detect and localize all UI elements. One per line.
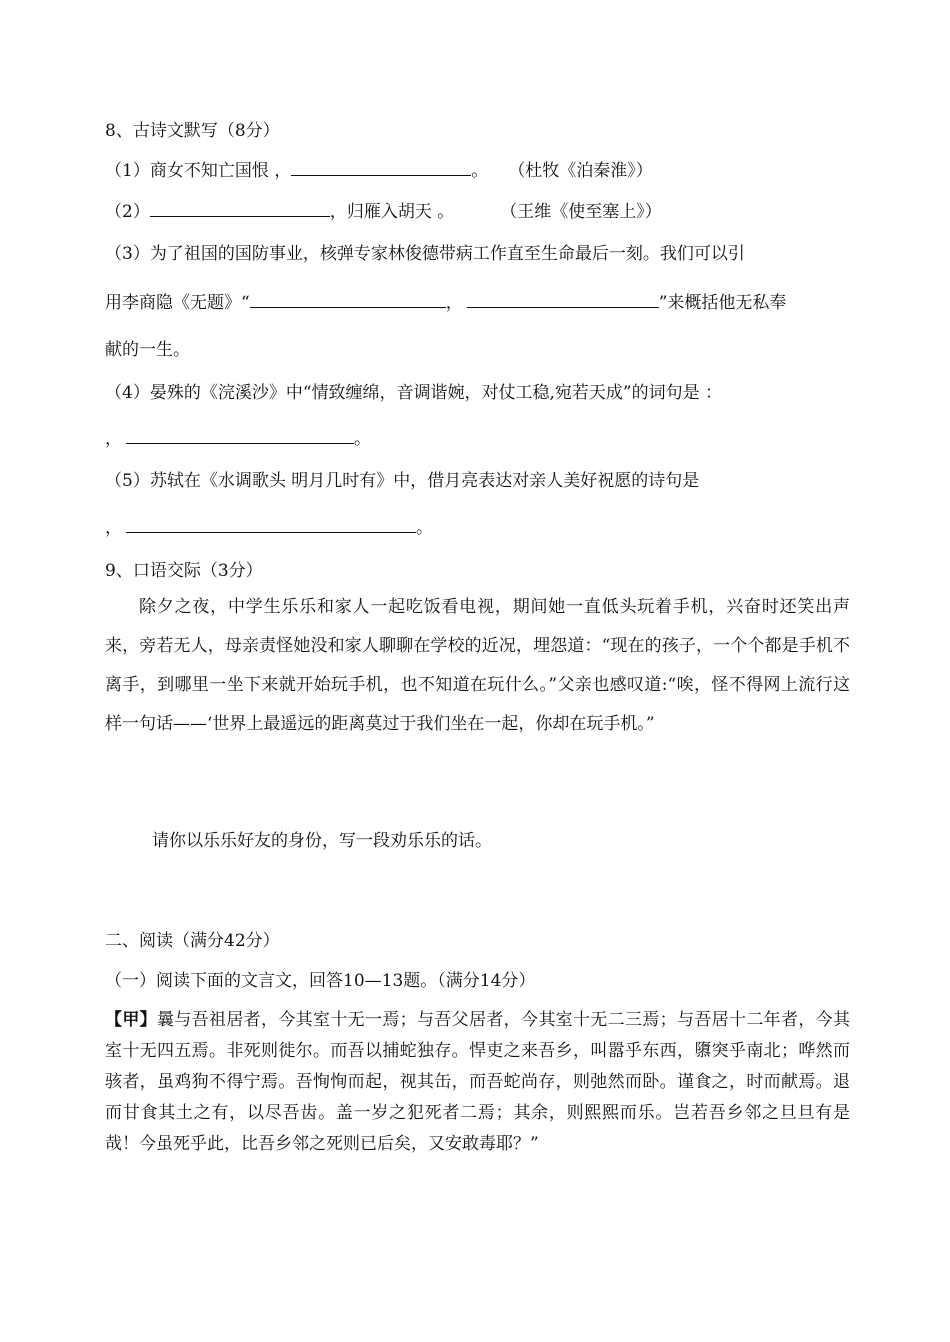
answer-blank[interactable] — [150, 198, 330, 217]
q8-item3-line2 — [105, 288, 786, 313]
q8-item4-line1: （4）晏殊的《浣溪沙》中“情致缠绵，音调谐婉，对仗工稳,宛若天成”的词句是 ： — [105, 383, 723, 403]
q8-item3-text: 用李商隐《无题》“ — [105, 293, 250, 313]
q8-item5-line2 — [105, 513, 433, 538]
q8-item5-end: 。 — [416, 518, 433, 538]
answer-blank[interactable] — [467, 289, 659, 308]
q8-item2-label: （2） — [105, 202, 150, 222]
answer-blank[interactable] — [126, 514, 416, 533]
q8-item1 — [105, 156, 653, 181]
q8-item2-text: ，归雁入胡天 。 — [329, 202, 455, 222]
section2-sub1: （一）阅读下面的文言文，回答10—13题。（满分14分） — [105, 971, 536, 991]
q8-item4-line2 — [105, 424, 371, 449]
q8-item3-line1: （3）为了祖国的国防事业，核弹专家林俊德带病工作直至生命最后一刻。我们可以引 — [105, 244, 745, 264]
q8-item4-comma: ， — [105, 429, 122, 449]
q8-item3-line3: 献的一生。 — [105, 340, 190, 360]
q9-heading: 9、口语交际（3分） — [105, 561, 263, 581]
jia-text: 曩与吾祖居者，今其室十无一焉；与吾父居者，今其室十无二三焉；与吾居十二年者，今其室十无四五焉。非死则徙尔。而吾以捕蛇独存。悍吏之来吾乡，叫嚣乎东西，隳突乎南北；哗然而骇者，虽鸡狗不得宁焉。吾恂恂而起，视其缶，而吾蛇尚存，则弛然而卧。谨食之，时而献焉。退而甘食其土之有，以尽吾齿。盖一岁之犯死者二焉；其余，则熙熙而乐。岂若吾乡邻之旦旦有是哉！今虽死乎此，比吾乡邻之死则已后矣，又安敢毒耶？” — [105, 1010, 850, 1154]
q8-heading: 8、古诗文默写（8分） — [105, 121, 280, 141]
answer-blank[interactable] — [126, 425, 354, 444]
answer-blank[interactable] — [291, 157, 471, 176]
q8-item1-source: （杜牧《泊秦淮》） — [508, 161, 653, 181]
jia-label: 【甲】 — [105, 1010, 157, 1030]
q8-item1-end: 。 — [471, 161, 489, 181]
q8-item2 — [105, 197, 662, 222]
q8-item5-comma: ， — [105, 518, 122, 538]
answer-blank[interactable] — [250, 289, 446, 308]
section2-heading: 二、阅读（满分42分） — [105, 931, 280, 951]
q9-prompt: 请你以乐乐好友的身份，写一段劝乐乐的话。 — [152, 831, 492, 851]
classical-passage-jia — [105, 1005, 850, 1160]
q8-item3-text-end: ”来概括他无私奉 — [658, 293, 787, 313]
q8-item3-comma: ， — [445, 293, 463, 313]
q8-item5-line1: （5）苏轼在《水调歌头 明月几时有》中，借月亮表达对亲人美好祝愿的诗句是 — [105, 471, 700, 491]
q8-item1-text: （1）商女不知亡国恨 ， — [105, 161, 292, 181]
q8-item4-end: 。 — [354, 429, 371, 449]
q8-item2-source: （王维《使至塞上》） — [500, 202, 662, 222]
q9-passage: 除夕之夜，中学生乐乐和家人一起吃饭看电视，期间她一直低头玩着手机，兴奋时还笑出声来，旁若无人，母亲责怪她没和家人聊聊在学校的近况，埋怨道：“现在的孩子，一个个都是手机不离手，到哪里一坐下来就开始玩手机，也不知道在玩什么。”父亲也感叹道:“唉，怪不得网上流行这样一句话——‘世界上最遥远的距离莫过于我们坐在一起，你却在玩手机。” — [105, 597, 850, 734]
